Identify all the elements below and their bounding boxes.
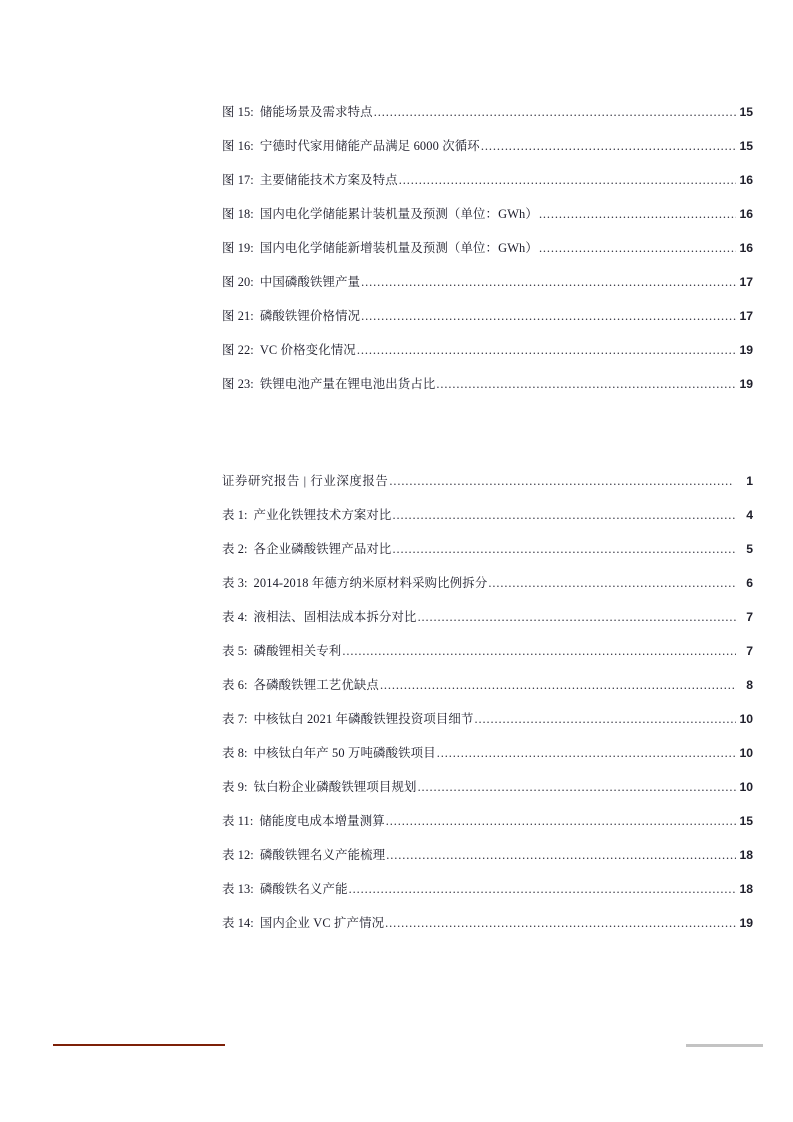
- toc-leader-dots: [437, 747, 736, 759]
- toc-entry-figure[interactable]: [222, 100, 753, 121]
- toc-entry-title: 主要储能技术方案及特点: [259, 173, 398, 187]
- toc-entry-page: 19: [739, 377, 753, 391]
- toc-entry-title: 储能度电成本增量测算: [259, 814, 385, 828]
- footer-accent-rule: [53, 1044, 225, 1046]
- toc-entry-tag: 表 6:: [222, 678, 248, 692]
- toc-leader-dots: [357, 344, 736, 356]
- toc-entry-title: 钛白粉企业磷酸铁锂项目规划: [253, 780, 417, 794]
- toc-entry-table[interactable]: [222, 639, 753, 660]
- toc-entry-page: 17: [739, 275, 753, 289]
- toc-entry-title: 铁锂电池产量在锂电池出货占比: [259, 377, 436, 391]
- toc-entry-page: 15: [739, 105, 753, 119]
- toc-entry-tag: 表 13:: [222, 882, 254, 896]
- toc-entry-tag: 表 11:: [222, 814, 254, 828]
- toc-leader-dots: [389, 475, 734, 487]
- toc-entry-table[interactable]: [222, 911, 753, 932]
- toc-entry-page: 8: [746, 678, 753, 692]
- toc-entry-tag: 图 22:: [222, 343, 254, 357]
- toc-leader-dots: [374, 106, 736, 118]
- toc-leader-dots: [488, 577, 736, 589]
- toc-entry-page: 17: [739, 309, 753, 323]
- toc-entry-tag: 表 1:: [222, 508, 248, 522]
- toc-entry-figure[interactable]: [222, 236, 753, 257]
- toc-entry-figure[interactable]: [222, 134, 753, 155]
- toc-leader-dots: [418, 611, 736, 623]
- toc-entry-report-header[interactable]: [222, 469, 753, 490]
- toc-entry-page: 10: [739, 780, 753, 794]
- toc-entry-title: 液相法、固相法成本拆分对比: [253, 610, 417, 624]
- toc-entry-tag: 表 14:: [222, 916, 254, 930]
- toc-entry-tag: 图 21:: [222, 309, 254, 323]
- toc-entry-page: 5: [746, 542, 753, 556]
- toc-leader-dots: [539, 242, 736, 254]
- toc-leader-dots: [361, 310, 736, 322]
- toc-entry-table[interactable]: [222, 503, 753, 524]
- toc-entry-figure[interactable]: [222, 270, 753, 291]
- toc-entry-figure[interactable]: [222, 372, 753, 393]
- toc-entry-table[interactable]: [222, 605, 753, 626]
- toc-entry-page: 19: [739, 343, 753, 357]
- toc-entry-table[interactable]: [222, 877, 753, 898]
- toc-entry-page: 15: [739, 139, 753, 153]
- toc-entry-title: 中核钛白年产 50 万吨磷酸铁项目: [253, 746, 436, 760]
- toc-leader-dots: [418, 781, 736, 793]
- toc-entry-title: 磷酸铁锂价格情况: [259, 309, 361, 323]
- toc-leader-dots: [399, 174, 736, 186]
- toc-entry-tag: 表 4:: [222, 610, 248, 624]
- toc-entry-title: 国内电化学储能新增装机量及预测（单位：GWh）: [259, 241, 538, 255]
- toc-entry-figure[interactable]: [222, 202, 753, 223]
- toc-entry-title: 中核钛白 2021 年磷酸铁锂投资项目细节: [253, 712, 474, 726]
- toc-entry-tag: 图 19:: [222, 241, 254, 255]
- toc-entry-title: 各磷酸铁锂工艺优缺点: [253, 678, 379, 692]
- toc-entry-tag: 表 12:: [222, 848, 254, 862]
- toc-entry-figure[interactable]: [222, 304, 753, 325]
- toc-content: [222, 100, 753, 932]
- toc-leader-dots: [380, 679, 736, 691]
- toc-leader-dots: [386, 849, 736, 861]
- toc-entry-title: 储能场景及需求特点: [259, 105, 373, 119]
- toc-entry-title: 宁德时代家用储能产品满足 6000 次循环: [259, 139, 480, 153]
- toc-leader-dots: [361, 276, 736, 288]
- toc-entry-title: 证券研究报告 | 行业深度报告: [222, 474, 389, 488]
- toc-entry-figure[interactable]: [222, 338, 753, 359]
- toc-leader-dots: [342, 645, 736, 657]
- toc-entry-title: 磷酸铁名义产能: [259, 882, 348, 896]
- toc-entry-tag: 表 5:: [222, 644, 248, 658]
- toc-entry-page: 6: [746, 576, 753, 590]
- toc-entry-tag: 表 3:: [222, 576, 248, 590]
- toc-entry-tag: 图 15:: [222, 105, 254, 119]
- toc-entry-tag: 表 7:: [222, 712, 248, 726]
- toc-leader-dots: [539, 208, 736, 220]
- toc-entry-page: 7: [746, 644, 753, 658]
- figure-list: [222, 100, 753, 393]
- toc-entry-title: VC 价格变化情况: [259, 343, 356, 357]
- toc-entry-title: 中国磷酸铁锂产量: [259, 275, 361, 289]
- toc-entry-table[interactable]: [222, 571, 753, 592]
- toc-entry-figure[interactable]: [222, 168, 753, 189]
- toc-leader-dots: [385, 917, 736, 929]
- toc-entry-tag: 图 18:: [222, 207, 254, 221]
- toc-entry-table[interactable]: [222, 741, 753, 762]
- toc-leader-dots: [392, 509, 736, 521]
- toc-entry-tag: 表 9:: [222, 780, 248, 794]
- toc-entry-title: 磷酸铁锂名义产能梳理: [259, 848, 386, 862]
- toc-entry-table[interactable]: [222, 843, 753, 864]
- toc-entry-title: 磷酸锂相关专利: [253, 644, 342, 658]
- footer-secondary-rule: [686, 1044, 763, 1047]
- toc-entry-table[interactable]: [222, 775, 753, 796]
- toc-leader-dots: [436, 378, 736, 390]
- toc-entry-page: 10: [739, 712, 753, 726]
- toc-entry-page: 10: [739, 746, 753, 760]
- toc-entry-page: 15: [739, 814, 753, 828]
- table-list: [222, 469, 753, 932]
- toc-entry-page: 18: [739, 882, 753, 896]
- toc-entry-table[interactable]: [222, 537, 753, 558]
- toc-entry-page: 16: [739, 207, 753, 221]
- toc-entry-tag: 图 20:: [222, 275, 254, 289]
- toc-leader-dots: [481, 140, 736, 152]
- toc-entry-page: 4: [746, 508, 753, 522]
- toc-entry-title: 产业化铁锂技术方案对比: [253, 508, 392, 522]
- toc-entry-table[interactable]: [222, 673, 753, 694]
- toc-entry-title: 各企业磷酸铁锂产品对比: [253, 542, 392, 556]
- toc-entry-title: 国内企业 VC 扩产情况: [259, 916, 385, 930]
- toc-entry-table[interactable]: [222, 809, 753, 830]
- toc-leader-dots: [349, 883, 736, 895]
- toc-entry-page: 16: [739, 241, 753, 255]
- toc-entry-table[interactable]: [222, 707, 753, 728]
- toc-entry-title: 2014-2018 年德方纳米原材料采购比例拆分: [253, 576, 488, 590]
- toc-entry-page: 7: [746, 610, 753, 624]
- toc-entry-page: 18: [739, 848, 753, 862]
- toc-entry-tag: 图 23:: [222, 377, 254, 391]
- toc-entry-tag: 图 17:: [222, 173, 254, 187]
- toc-entry-tag: 图 16:: [222, 139, 254, 153]
- toc-leader-dots: [386, 815, 736, 827]
- toc-entry-tag: 表 8:: [222, 746, 248, 760]
- toc-leader-dots: [475, 713, 736, 725]
- toc-leader-dots: [392, 543, 736, 555]
- toc-entry-page: 19: [739, 916, 753, 930]
- toc-entry-page: 1: [746, 474, 753, 488]
- toc-entry-page: 16: [739, 173, 753, 187]
- toc-entry-tag: 表 2:: [222, 542, 248, 556]
- toc-entry-title: 国内电化学储能累计装机量及预测（单位：GWh）: [259, 207, 538, 221]
